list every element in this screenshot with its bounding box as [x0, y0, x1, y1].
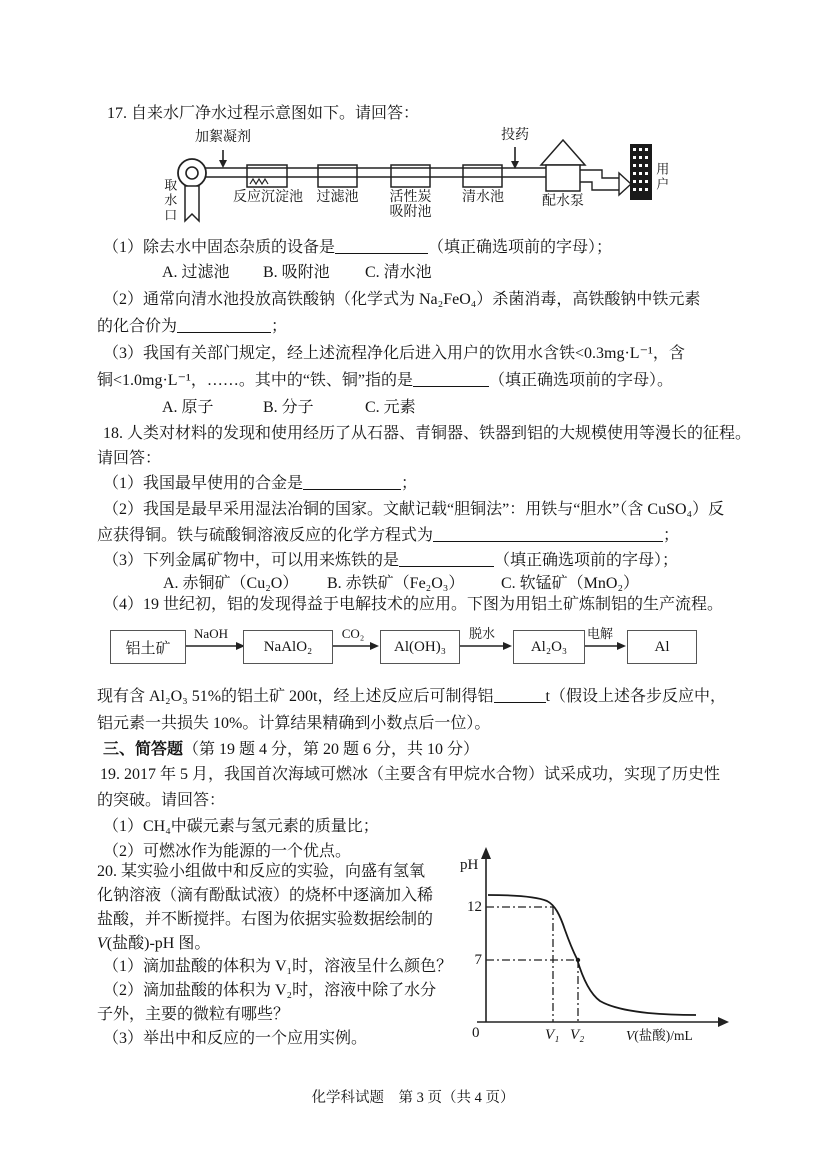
- q20-volume-symbol: V: [97, 935, 107, 952]
- q17-sub1: [103, 238, 612, 257]
- outflow-arrow-head: [619, 173, 631, 195]
- answer-blank: [433, 526, 663, 542]
- answer-blank: [177, 317, 271, 333]
- q17-option2-b: B. 分子: [263, 399, 314, 416]
- q18-option-c: C. 软锰矿（MnO₂）: [501, 575, 640, 592]
- q18-sub2-line1: （2）我国是最早采用湿法冶铜的国家。文献记载“胆铜法”：用铁与“胆水”（含 CuSO₄）反: [103, 501, 725, 518]
- flow-label-co2: CO₂: [341, 626, 365, 641]
- aluminum-flowchart: [100, 628, 715, 670]
- q20-sub2-line1: （2）滴加盐酸的体积为 V₂时，溶液中除了水分: [103, 982, 437, 999]
- flow-label-naoh: NaOH: [194, 626, 228, 641]
- section3-score: （第 19 题 4 分，第 20 题 6 分，共 10 分）: [183, 741, 480, 758]
- q19-title-line2: 的突破。请回答：: [97, 792, 226, 809]
- carbon-pool-label-line1: 活性炭: [389, 190, 432, 205]
- section3-heading: [103, 740, 479, 759]
- q17-sub1-text: （1）除去水中固态杂质的设备是: [103, 239, 336, 256]
- q17-sub2-line2: 的化合价为 ；: [97, 318, 288, 335]
- flow-arrow-3-head: [503, 642, 512, 650]
- q18-sub1: （1）我国最早使用的合金是 ；: [103, 475, 418, 492]
- q17-title: 17. 自来水厂净水过程示意图如下。请回答：: [107, 105, 420, 122]
- pump-body: [546, 165, 580, 191]
- q20-line3: 盐酸，并不断搅拌。右图为依据实验数据绘制的: [97, 911, 434, 928]
- clear-water-pool-label: 清水池: [462, 190, 504, 205]
- y-axis-arrow: [481, 847, 491, 859]
- answer-blank: [494, 687, 546, 703]
- answer-blank: [413, 371, 489, 387]
- users-label: 用户: [654, 162, 670, 192]
- origin-label: 0: [472, 1025, 480, 1041]
- answer-blank: [335, 238, 428, 254]
- q17-sub1-note: （填正确选项前的字母）；: [428, 239, 613, 256]
- answer-blank: [303, 474, 401, 490]
- q17-sub2-text: 的化合价为: [97, 318, 178, 335]
- q18-sub2-line2: 应获得铜。铁与硫酸铜溶液反应的化学方程式为 ；: [97, 527, 680, 544]
- flow-label-dehydrate: 脱水: [468, 626, 495, 641]
- x-tick-v1: V₁: [545, 1027, 560, 1043]
- q18-option-b: B. 赤铁矿（Fe₂O₃）: [327, 575, 465, 592]
- neutral-point-dot: [576, 958, 580, 962]
- x-axis-label: V(盐酸)/mL: [626, 1028, 693, 1043]
- q20-line1: 20. 某实验小组做中和反应的实验，向盛有氢氧: [97, 863, 426, 880]
- q18-title-line2: 请回答：: [97, 450, 162, 467]
- q17-option-a: A. 过滤池: [162, 264, 230, 281]
- q17-sub2-line1: （2）通常向清水池投放高铁酸钠（化学式为 Na₂FeO₄）杀菌消毒，高铁酸钠中铁元素: [103, 291, 701, 308]
- flow-box-al: Al: [627, 630, 697, 664]
- outflow-arrow-bottom: [580, 182, 619, 190]
- flow-arrow-4-head: [617, 642, 626, 650]
- q17-option-b: B. 吸附池: [263, 264, 330, 281]
- q20-line2: 化钠溶液（滴有酚酞试液）的烧杯中逐滴加入稀: [97, 887, 434, 904]
- q17-option-c: C. 清水池: [365, 264, 432, 281]
- intake-label: 取水口: [162, 178, 178, 223]
- q19-sub2: （2）可燃冰作为能源的一个优点。: [103, 843, 352, 860]
- sedimentation-pool-label: 反应沉淀池: [233, 190, 303, 205]
- flow-label-electrolysis: 电解: [586, 626, 613, 641]
- q17-sub3-line2: 铜<1.0mg·L⁻¹，……。其中的“铁、铜”指的是 （填正确选项前的字母）。: [97, 372, 674, 389]
- flow-arrow-2-head: [370, 642, 379, 650]
- flow-box-naalo2: NaAlO₂: [243, 630, 333, 664]
- q18-sub4: （4）19 世纪初，铝的发现得益于电解技术的应用。下图为用铝土矿炼制铝的生产流程。: [103, 596, 724, 613]
- ph-volume-chart: [450, 845, 740, 1065]
- filter-pool-label: 过滤池: [316, 190, 359, 205]
- q18-title: 18. 人类对材料的发现和使用经历了从石器、青铜器、铁器到铝的大规模使用等漫长的征程。: [103, 425, 752, 442]
- answer-blank: [399, 551, 494, 567]
- dosing-label: 投药: [501, 128, 529, 143]
- x-tick-v2: V₂: [570, 1027, 585, 1043]
- page-footer: 化学科试题 第 3 页（共 4 页）: [311, 1090, 515, 1106]
- q18-sub3: （3）下列金属矿物中，可以用来炼铁的是 （填正确选项前的字母）；: [103, 552, 679, 569]
- flow-box-al2o3: Al₂O₃: [513, 630, 585, 664]
- ph-chart-shapes: [450, 845, 740, 1065]
- outflow-arrow-top: [580, 170, 619, 178]
- q18-calc-line1: 现有含 Al₂O₃ 51%的铝土矿 200t，经上述反应后可制得铝 t（假设上述各步反应中，: [97, 688, 726, 705]
- flocculant-arrow-head: [219, 160, 227, 168]
- y-tick-7: 7: [474, 952, 482, 968]
- flow-box-bauxite: 铝土矿: [110, 630, 186, 664]
- q19-sub1: （1）CH₄中碳元素与氢元素的质量比；: [103, 818, 379, 835]
- q18-option-a: A. 赤铜矿（Cu₂O）: [163, 575, 299, 592]
- x-axis-arrow: [718, 1017, 729, 1027]
- ph-curve: [488, 895, 696, 1015]
- q18-calc-line2: 铝元素一共损失 10%。计算结果精确到小数点后一位）。: [97, 715, 491, 732]
- water-treatment-diagram: [140, 128, 700, 228]
- q17-sub3-line1: （3）我国有关部门规定，经上述流程净化后进入用户的饮用水含铁<0.3mg·L⁻¹，含: [103, 345, 685, 362]
- q19-title: 19. 2017 年 5 月，我国首次海域可燃冰（主要含有甲烷水合物）试采成功，实现了历史性: [100, 766, 721, 783]
- carbon-pool-label-line2: 吸附池: [389, 205, 432, 220]
- flocculant-label: 加絮凝剂: [195, 130, 251, 145]
- y-tick-12: 12: [467, 899, 482, 915]
- q20-sub1: （1）滴加盐酸的体积为 V₁时，溶液呈什么颜色？: [103, 958, 453, 975]
- q17-option2-a: A. 原子: [162, 399, 214, 416]
- pump-label: 配水泵: [542, 194, 584, 209]
- q17-option2-c: C. 元素: [365, 399, 416, 416]
- q20-sub3: （3）举出中和反应的一个应用实例。: [103, 1030, 368, 1047]
- flow-box-aloh3: Al(OH)₃: [380, 630, 460, 664]
- intake-inner-circle: [186, 167, 198, 179]
- intake-banner: [185, 186, 199, 221]
- q20-line4: V(盐酸)-pH 图。: [97, 935, 211, 952]
- q20-sub2-line2: 子外，主要的微粒有哪些？: [97, 1006, 290, 1023]
- y-axis-label: pH: [460, 857, 479, 873]
- pump-roof: [541, 140, 585, 165]
- section3-title: 三、简答题: [103, 741, 184, 758]
